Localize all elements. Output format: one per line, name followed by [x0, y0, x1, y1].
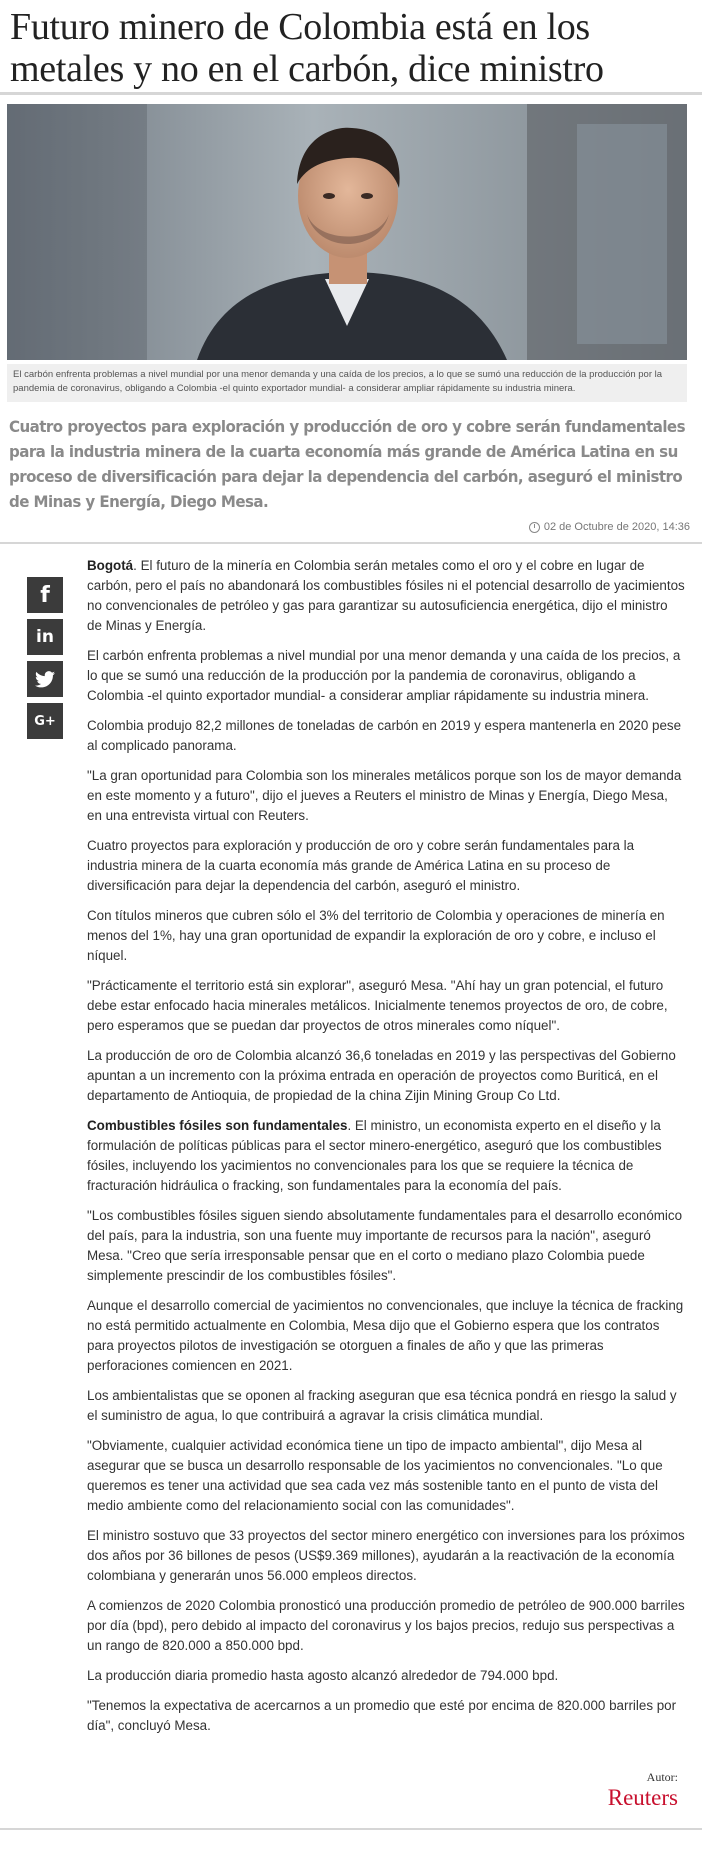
bottom-divider — [0, 1828, 702, 1830]
facebook-share-button[interactable] — [27, 577, 63, 613]
paragraph: "Prácticamente el territorio está sin explorar", aseguró Mesa. "Ahí hay un gran potencial, el futuro debe estar enfocado hacia minerales metálicos. Inicialmente tenemos proyectos de oro, de cobre, pero esperamos que se puedan dar proyectos de otros minerales como níquel". — [87, 978, 668, 1033]
paragraph: Los ambientalistas que se oponen al fracking aseguran que esa técnica pondrá en riesgo la salud y el suministro de agua, lo que contribuirá a agravar la crisis climática mundial. — [87, 1388, 677, 1423]
twitter-share-button[interactable] — [27, 661, 63, 697]
facebook-icon: f — [40, 582, 50, 608]
googleplus-share-button[interactable] — [27, 703, 63, 739]
share-bar — [27, 577, 63, 745]
paragraph-strong: Combustibles fósiles son fundamentales — [87, 1118, 348, 1133]
paragraph: La producción diaria promedio hasta agosto alcanzó alrededor de 794.000 bpd. — [87, 1668, 559, 1683]
linkedin-icon: in — [36, 627, 54, 647]
paragraph: "Obviamente, cualquier actividad económica tiene un tipo de impacto ambiental", dijo Mesa al asegurar que se busca un desarrollo responsable de los yacimientos no convencionales. "Lo que queremos es tener una actividad que sea cada vez más sostenible tanto en el punto de vista del medio ambiente como del relacionamiento social con las comunidades". — [87, 1438, 663, 1513]
twitter-icon — [35, 671, 55, 688]
googleplus-icon: G+ — [34, 713, 56, 729]
title-divider — [0, 92, 702, 95]
article-lead: Cuatro proyectos para exploración y producción de oro y cobre serán fundamentales para la industria minera de la cuarta economía más grande de América Latina en su proceso de diversificación para dejar la dependencia del carbón, aseguró el ministro de Minas y Energía, Diego Mesa. — [9, 417, 685, 511]
clock-icon — [529, 522, 540, 533]
author-label: Autor: — [646, 1770, 678, 1784]
publish-date-text: 02 de Octubre de 2020, 14:36 — [543, 521, 690, 533]
paragraph: La producción de oro de Colombia alcanzó 36,6 toneladas en 2019 y las perspectivas del Gobierno apuntan a un incremento con la próxima entrada en operación de proyectos como Buriticá, en el departamento de Antioquia, de propiedad de la china Zijin Mining Group Co Ltd. — [87, 1048, 676, 1103]
paragraph: A comienzos de 2020 Colombia pronosticó una producción promedio de petróleo de 900.000 barriles por día (bpd), pero debido al impacto del coronavirus y los bajos precios, redujo sus perspectivas a un rango de 820.000 a 850.000 bpd. — [87, 1598, 685, 1653]
photo-caption: El carbón enfrenta problemas a nivel mundial por una menor demanda y una caída de los precios, a lo que se sumó una reducción de la producción por la pandemia de coronavirus, obligando a Colombia -el quinto exportador mundial- a considerar ampliar rápidamente su industria minera. — [7, 364, 687, 402]
paragraph: Combustibles fósiles son fundamentales. El ministro, un economista experto en el diseño y la formulación de políticas públicas para el sector minero-energético, aseguró que los combustibles fósiles, incluyendo los yacimientos no convencionales para los que se requiere la técnica de fracturación hidráulica o fracking, son fundamentales para la economía del país. — [87, 1118, 662, 1193]
paragraph: Aunque el desarrollo comercial de yacimientos no convencionales, que incluye la técnica de fracking no está permitido actualmente en Colombia, Mesa dijo que el Gobierno espera que los contratos para proyectos pilotos de investigación se otorguen a finales de año y que las primeras perforaciones comiencen en 2021. — [87, 1298, 684, 1373]
date-divider — [0, 542, 702, 544]
author-name[interactable]: Reuters — [607, 1785, 678, 1810]
paragraph: Cuatro proyectos para exploración y producción de oro y cobre serán fundamentales para la industria minera de la cuarta economía más grande de América Latina en su proceso de diversificación para dejar la dependencia del carbón, aseguró el ministro. — [87, 838, 635, 893]
article-title: Futuro minero de Colombia está en los metales y no en el carbón, dice ministro — [10, 6, 604, 90]
linkedin-share-button[interactable] — [27, 619, 63, 655]
paragraph: Con títulos mineros que cubren sólo el 3% del territorio de Colombia y operaciones de minería en menos del 1%, hay una gran oportunidad de expandir la exploración de oro y cobre, e incluso el níquel. — [87, 908, 665, 963]
paragraph: "Los combustibles fósiles siguen siendo absolutamente fundamentales para el desarrollo económico del país, para la industria, son una fuente muy importante de recursos para la nación", aseguró Mesa. "Creo que sería irresponsable pensar que en el corto o mediano plazo Colombia puede simplemente prescindir de los combustibles fósiles". — [87, 1208, 683, 1283]
paragraph: Bogotá. El futuro de la minería en Colombia serán metales como el oro y el cobre en lugar de carbón, pero el país no abandonará los combustibles fósiles ni el potencial desarrollo de yacimientos no convencionales de petróleo y gas para garantizar su autosuficiencia energética, dijo el ministro de Minas y Energía. — [87, 558, 685, 633]
paragraph: El carbón enfrenta problemas a nivel mundial por una menor demanda y una caída de los precios, a lo que se sumó una reducción de la producción por la pandemia de coronavirus, obligando a Colombia -el quinto exportador mundial- a considerar ampliar rápidamente su industria minera. — [87, 648, 681, 703]
paragraph: "La gran oportunidad para Colombia son los minerales metálicos porque son los de mayor demanda en este momento y a futuro", dijo el jueves a Reuters el ministro de Minas y Energía, Diego Mesa, en una entrevista virtual con Reuters. — [87, 768, 682, 823]
article-photo — [7, 104, 687, 360]
paragraph-strong: Bogotá — [87, 558, 134, 573]
publish-date — [529, 521, 690, 533]
paragraph: "Tenemos la expectativa de acercarnos a un promedio que esté por encima de 820.000 barriles por día", concluyó Mesa. — [87, 1698, 677, 1733]
paragraph: Colombia produjo 82,2 millones de toneladas de carbón en 2019 y espera mantenerla en 2020 pese al complicado panorama. — [87, 718, 682, 753]
article-body — [87, 556, 686, 1746]
paragraph: El ministro sostuvo que 33 proyectos del sector minero energético con inversiones para los próximos dos años por 36 billones de pesos (US$9.369 millones), ayudarán a la reactivación de la economía colombiana y generarán unos 56.000 empleos directos. — [87, 1528, 685, 1583]
